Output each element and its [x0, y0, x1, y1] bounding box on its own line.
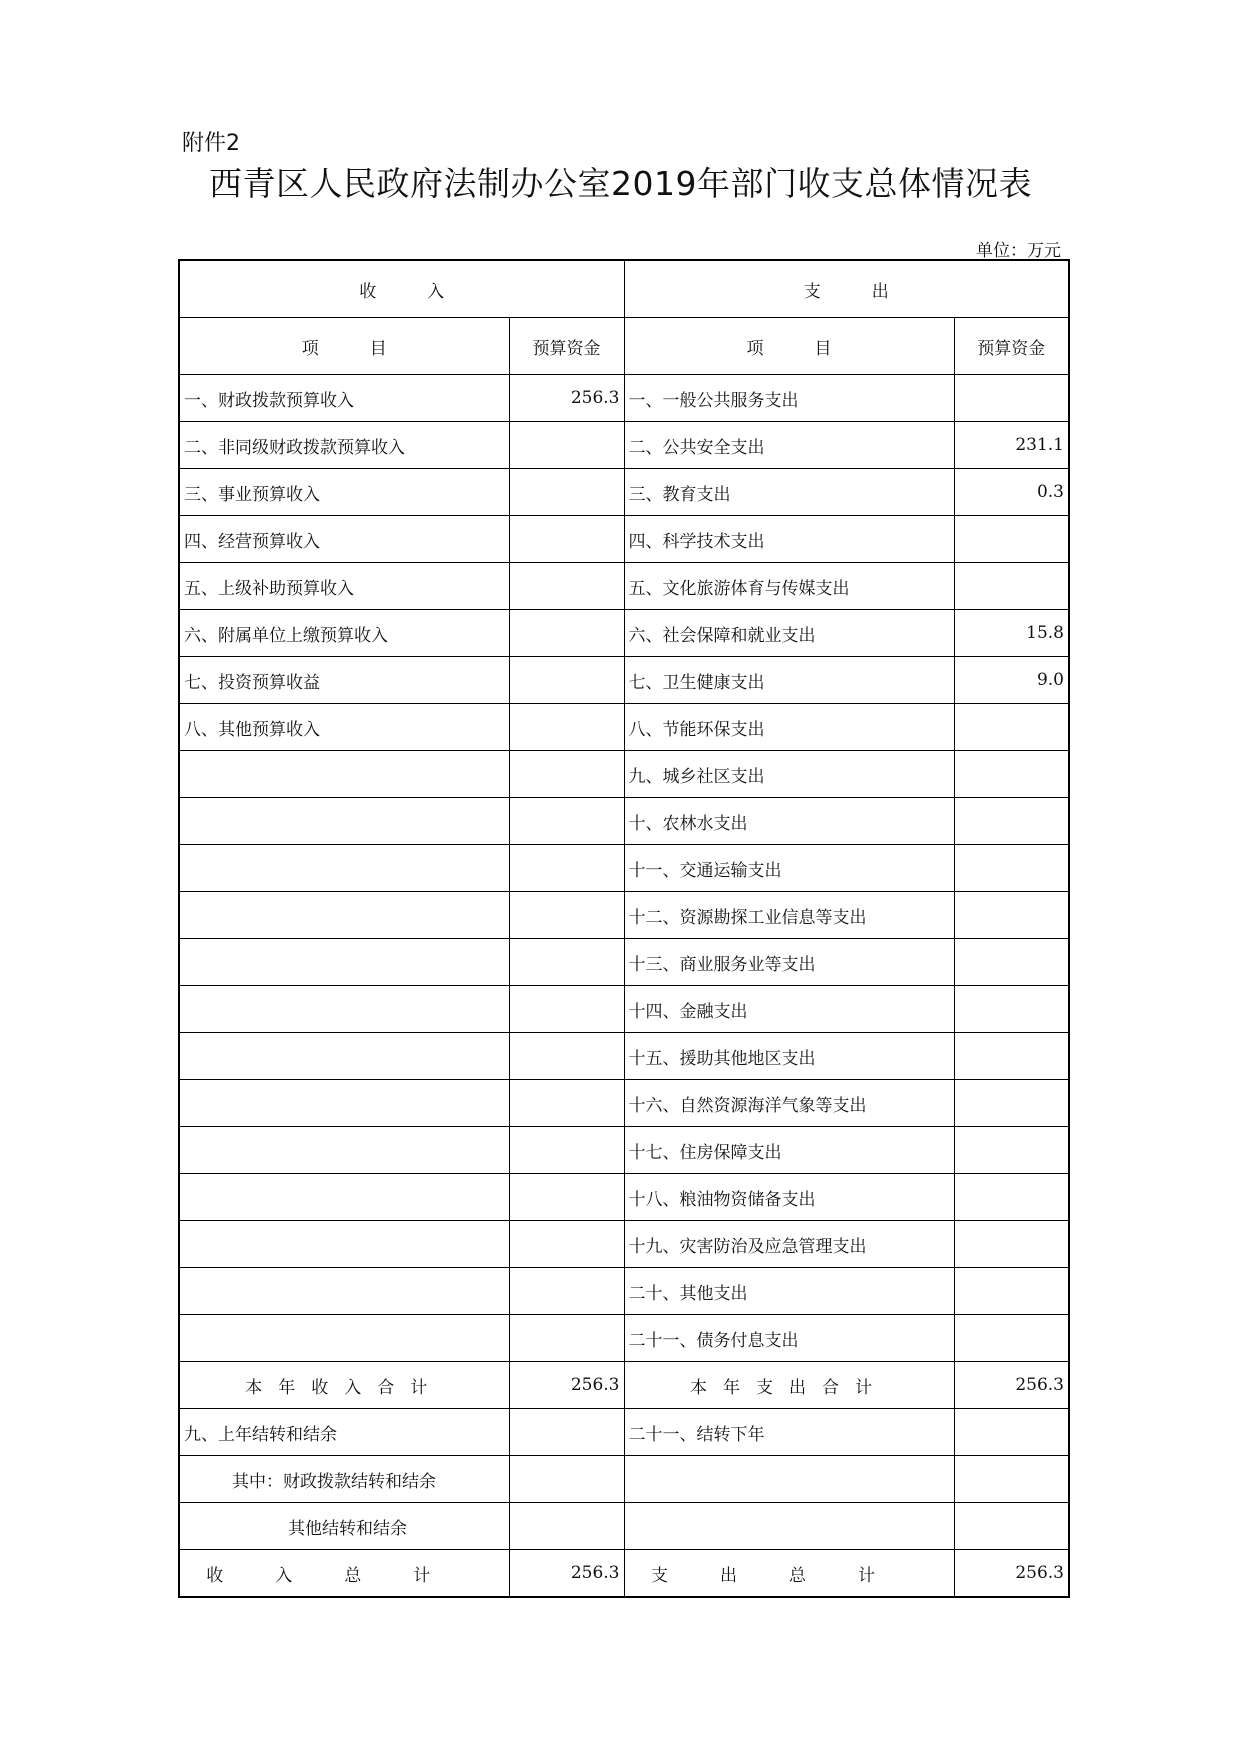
table-row — [179, 751, 1069, 798]
table-row — [179, 657, 1069, 704]
expense-item-cell: 十八、粮油物资储备支出 — [624, 1174, 954, 1221]
income-value-cell — [509, 704, 624, 751]
table-row — [179, 516, 1069, 563]
expense-item-cell: 十、农林水支出 — [624, 798, 954, 845]
income-value-cell — [509, 469, 624, 516]
grand-income-total-label: 收入总计 — [179, 1550, 509, 1598]
next-carry-value — [954, 1409, 1069, 1456]
expense-value-cell — [954, 939, 1069, 986]
expense-value-cell — [954, 563, 1069, 610]
carry-other-row — [179, 1503, 1069, 1550]
table-row — [179, 563, 1069, 610]
income-value-cell — [509, 1268, 624, 1315]
income-value-cell — [509, 798, 624, 845]
income-item-cell: 一、财政拨款预算收入 — [179, 375, 509, 422]
expense-item-cell: 七、卫生健康支出 — [624, 657, 954, 704]
income-value-cell: 256.3 — [509, 375, 624, 422]
grand-total-row — [179, 1550, 1069, 1598]
attachment-label: 附件2 — [182, 131, 240, 156]
income-value-cell — [509, 1127, 624, 1174]
table-row — [179, 1127, 1069, 1174]
unit-label: 单位：万元 — [976, 241, 1061, 261]
income-item-cell — [179, 1127, 509, 1174]
expense-item-cell: 四、科学技术支出 — [624, 516, 954, 563]
expense-value-cell — [954, 798, 1069, 845]
expense-item-cell: 十一、交通运输支出 — [624, 845, 954, 892]
expense-item-cell: 一、一般公共服务支出 — [624, 375, 954, 422]
income-item-cell — [179, 1033, 509, 1080]
income-value-cell — [509, 892, 624, 939]
expense-item-cell: 二、公共安全支出 — [624, 422, 954, 469]
income-item-cell — [179, 845, 509, 892]
income-item-header: 项 目 — [179, 318, 509, 375]
table-row — [179, 845, 1069, 892]
expense-value-cell — [954, 704, 1069, 751]
year-total-row — [179, 1362, 1069, 1409]
expense-value-cell — [954, 751, 1069, 798]
header-row-section — [179, 260, 1069, 318]
grand-expense-total-label: 支出总计 — [624, 1550, 954, 1598]
empty-cell — [954, 1503, 1069, 1550]
fiscal-carry-label: 其中：财政拨款结转和结余 — [179, 1456, 509, 1503]
income-item-cell — [179, 986, 509, 1033]
income-item-cell — [179, 1221, 509, 1268]
year-income-total-label: 本年收入合计 — [179, 1362, 509, 1409]
expense-value-cell — [954, 516, 1069, 563]
expense-item-cell: 二十一、债务付息支出 — [624, 1315, 954, 1362]
income-value-cell — [509, 1221, 624, 1268]
expense-item-cell: 十六、自然资源海洋气象等支出 — [624, 1080, 954, 1127]
income-item-cell: 三、事业预算收入 — [179, 469, 509, 516]
income-value-cell — [509, 610, 624, 657]
table-row — [179, 1080, 1069, 1127]
carry-fiscal-row — [179, 1456, 1069, 1503]
income-item-cell — [179, 939, 509, 986]
grand-expense-total-value: 256.3 — [954, 1550, 1069, 1598]
table-row — [179, 798, 1069, 845]
expense-item-cell: 二十、其他支出 — [624, 1268, 954, 1315]
table-row — [179, 1033, 1069, 1080]
expense-value-cell — [954, 1080, 1069, 1127]
prior-carry-label: 九、上年结转和结余 — [179, 1409, 509, 1456]
income-item-cell — [179, 892, 509, 939]
expense-section-header: 支 出 — [624, 260, 1069, 318]
income-value-cell — [509, 1315, 624, 1362]
table-row — [179, 704, 1069, 751]
expense-value-cell — [954, 375, 1069, 422]
income-item-cell — [179, 1174, 509, 1221]
income-value-cell — [509, 1174, 624, 1221]
next-carry-label: 二十一、结转下年 — [624, 1409, 954, 1456]
table-row — [179, 422, 1069, 469]
expense-value-cell — [954, 1315, 1069, 1362]
other-carry-label: 其他结转和结余 — [179, 1503, 509, 1550]
income-value-cell — [509, 986, 624, 1033]
income-value-cell — [509, 751, 624, 798]
income-item-cell: 五、上级补助预算收入 — [179, 563, 509, 610]
expense-value-cell — [954, 1268, 1069, 1315]
empty-cell — [954, 1456, 1069, 1503]
income-value-cell — [509, 845, 624, 892]
expense-item-cell: 十二、资源勘探工业信息等支出 — [624, 892, 954, 939]
income-value-cell — [509, 1080, 624, 1127]
income-item-cell — [179, 1080, 509, 1127]
income-item-cell: 四、经营预算收入 — [179, 516, 509, 563]
income-item-cell — [179, 798, 509, 845]
income-item-cell — [179, 751, 509, 798]
year-expense-total-label: 本年支出合计 — [624, 1362, 954, 1409]
table-row — [179, 375, 1069, 422]
income-item-cell — [179, 1268, 509, 1315]
table-row — [179, 610, 1069, 657]
expense-item-cell: 十九、灾害防治及应急管理支出 — [624, 1221, 954, 1268]
page-title: 西青区人民政府法制办公室2019年部门收支总体情况表 — [209, 164, 1032, 203]
table-row — [179, 1268, 1069, 1315]
expense-item-cell: 三、教育支出 — [624, 469, 954, 516]
prior-carry-value — [509, 1409, 624, 1456]
table-row — [179, 469, 1069, 516]
carry-row — [179, 1409, 1069, 1456]
expense-item-cell: 十五、援助其他地区支出 — [624, 1033, 954, 1080]
table-row — [179, 939, 1069, 986]
fiscal-carry-value — [509, 1456, 624, 1503]
expense-item-cell: 八、节能环保支出 — [624, 704, 954, 751]
expense-value-cell: 0.3 — [954, 469, 1069, 516]
table-row — [179, 1315, 1069, 1362]
income-value-cell — [509, 516, 624, 563]
income-item-cell: 二、非同级财政拨款预算收入 — [179, 422, 509, 469]
other-carry-value — [509, 1503, 624, 1550]
income-budget-header: 预算资金 — [509, 318, 624, 375]
expense-value-cell — [954, 1127, 1069, 1174]
expense-item-cell: 十七、住房保障支出 — [624, 1127, 954, 1174]
empty-cell — [624, 1456, 954, 1503]
expense-value-cell — [954, 1174, 1069, 1221]
expense-item-header: 项 目 — [624, 318, 954, 375]
income-item-cell: 六、附属单位上缴预算收入 — [179, 610, 509, 657]
table-row — [179, 1174, 1069, 1221]
income-section-header: 收 入 — [179, 260, 624, 318]
header-row-columns — [179, 318, 1069, 375]
table-row — [179, 1221, 1069, 1268]
budget-table — [178, 259, 1070, 1598]
table-row — [179, 986, 1069, 1033]
income-item-cell — [179, 1315, 509, 1362]
expense-value-cell: 231.1 — [954, 422, 1069, 469]
table-row — [179, 892, 1069, 939]
year-expense-total-value: 256.3 — [954, 1362, 1069, 1409]
expense-item-cell: 六、社会保障和就业支出 — [624, 610, 954, 657]
income-value-cell — [509, 1033, 624, 1080]
expense-item-cell: 九、城乡社区支出 — [624, 751, 954, 798]
expense-value-cell — [954, 1033, 1069, 1080]
expense-budget-header: 预算资金 — [954, 318, 1069, 375]
expense-value-cell — [954, 986, 1069, 1033]
income-value-cell — [509, 939, 624, 986]
income-value-cell — [509, 422, 624, 469]
expense-item-cell: 五、文化旅游体育与传媒支出 — [624, 563, 954, 610]
expense-value-cell — [954, 892, 1069, 939]
expense-value-cell — [954, 845, 1069, 892]
empty-cell — [624, 1503, 954, 1550]
expense-value-cell: 9.0 — [954, 657, 1069, 704]
grand-income-total-value: 256.3 — [509, 1550, 624, 1598]
expense-value-cell — [954, 1221, 1069, 1268]
income-item-cell: 八、其他预算收入 — [179, 704, 509, 751]
income-value-cell — [509, 563, 624, 610]
expense-item-cell: 十四、金融支出 — [624, 986, 954, 1033]
expense-item-cell: 十三、商业服务业等支出 — [624, 939, 954, 986]
year-income-total-value: 256.3 — [509, 1362, 624, 1409]
income-item-cell: 七、投资预算收益 — [179, 657, 509, 704]
expense-value-cell: 15.8 — [954, 610, 1069, 657]
income-value-cell — [509, 657, 624, 704]
